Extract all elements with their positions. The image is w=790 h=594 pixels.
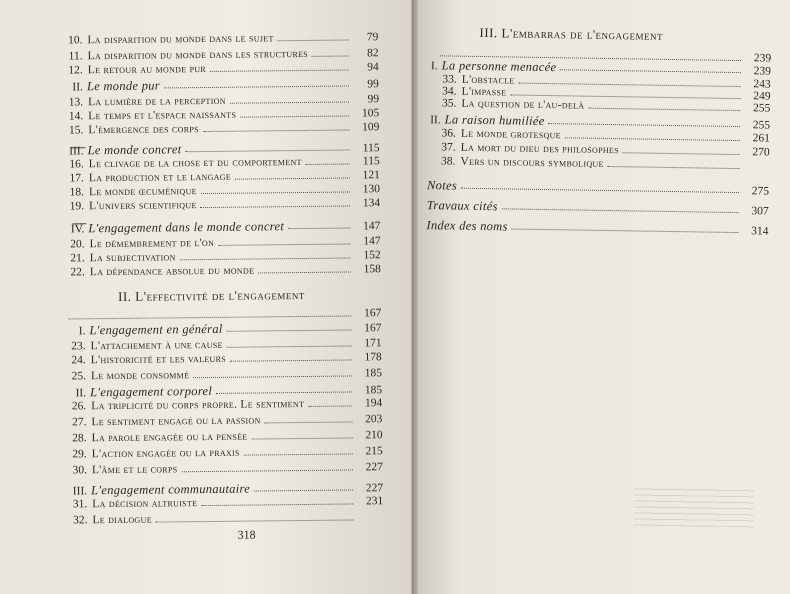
toc-title: Le monde grotesque: [460, 127, 561, 142]
toc-leader-dots: [251, 428, 352, 439]
toc-page-number: 158: [363, 263, 381, 276]
toc-page-number: 307: [751, 205, 769, 218]
toc-leader-dots: [185, 141, 349, 153]
toc-title: Le sentiment engagé ou la passion: [91, 414, 261, 429]
right-page: [418, 0, 790, 594]
toc-number: 21.: [70, 252, 85, 265]
toc-leader-dots: [278, 31, 349, 42]
toc-title: Le monde concret: [87, 142, 182, 158]
toc-title: La dépendance absolue du monde: [89, 264, 255, 279]
toc-title: Vers un discours symbolique: [460, 155, 604, 170]
toc-part-row: [423, 178, 769, 198]
toc-number: 26.: [71, 400, 87, 413]
toc-title: La personne menacée: [441, 58, 557, 75]
toc-page-number: 231: [365, 495, 384, 508]
toc-page-number: 99: [367, 78, 379, 91]
toc-chapter-row: [61, 428, 383, 445]
toc-number: III.: [69, 145, 84, 158]
toc-page-number: 178: [364, 351, 382, 364]
page-number: 318: [237, 527, 256, 542]
toc-page-number: 215: [365, 445, 383, 458]
toc-number: 20.: [70, 238, 85, 251]
toc-page-number: 270: [752, 146, 770, 159]
toc-chapter-row: [61, 494, 383, 511]
toc-leader-dots: [502, 199, 739, 213]
toc-title: L'univers scientifique: [89, 199, 197, 213]
toc-number: 11.: [68, 50, 83, 63]
toc-title: L'historicité et les valeurs: [90, 352, 226, 367]
toc-leader-dots: [218, 235, 350, 246]
right-page-content: [418, 0, 790, 594]
toc-number: 28.: [72, 432, 87, 445]
toc-page-number: 121: [362, 169, 380, 182]
toc-number: 27.: [71, 416, 87, 429]
toc-number: 10.: [67, 34, 83, 47]
toc-page-number: 243: [753, 78, 771, 91]
toc-leader-dots: [235, 169, 350, 180]
toc-number: II.: [75, 387, 87, 400]
toc-page-number: 255: [752, 102, 771, 115]
toc-number: 16.: [69, 158, 84, 171]
toc-chapter-row: [61, 444, 383, 461]
toc-title: L'âme et le corps: [91, 463, 178, 477]
toc-leader-dots: [201, 183, 350, 195]
toc-title: L'engagement dans le monde concret: [88, 219, 285, 236]
toc-leader-dots: [181, 460, 353, 472]
toc-page-number: 147: [363, 235, 381, 248]
toc-title: La subjectivation: [89, 251, 176, 265]
section-title-embarras: III. L'embarras de l'engagement: [479, 24, 664, 43]
toc-number: 31.: [72, 498, 88, 511]
toc-leader-dots: [258, 262, 351, 273]
toc-number: 34.: [442, 85, 457, 98]
toc-leader-dots: [227, 320, 352, 331]
toc-chapter-row: [56, 30, 378, 47]
toc-chapter-row: [60, 412, 382, 429]
toc-page-number: 152: [363, 249, 381, 262]
toc-title: Le monde œcuménique: [88, 185, 197, 199]
toc-number: 30.: [72, 464, 87, 477]
toc-page-number: 171: [364, 337, 382, 350]
toc-page-number: 147: [363, 220, 381, 233]
toc-number: 17.: [69, 172, 84, 185]
toc-title: La mort du dieu des philosophes: [460, 141, 619, 157]
toc-title: L'engagement corporel: [90, 383, 213, 400]
toc-page-number: 210: [365, 429, 383, 442]
toc-page-number: 94: [367, 61, 379, 74]
toc-title: Le monde consommé: [90, 369, 190, 383]
toc-leader-dots: [565, 128, 740, 141]
toc-title: Le dialogue: [92, 513, 152, 527]
toc-leader-dots: [180, 248, 351, 260]
toc-page-number: 134: [362, 197, 381, 210]
toc-page-number: 239: [753, 52, 772, 65]
toc-number: II.: [72, 81, 83, 94]
toc-chapter-row: [58, 196, 380, 213]
toc-number: 25.: [71, 370, 86, 383]
toc-title: La raison humiliée: [444, 112, 545, 129]
toc-title: Le démembrement de l'on: [89, 236, 215, 251]
toc-title: Notes: [426, 178, 458, 193]
toc-page-number: 261: [752, 132, 770, 145]
toc-title: Le clivage de la chose et du comportement: [88, 156, 302, 171]
toc-page-number: 255: [752, 119, 771, 132]
toc-number: 35.: [441, 97, 457, 110]
toc-title: L'engagement communautaire: [91, 481, 251, 498]
toc-number: I.: [78, 325, 86, 338]
toc-leader-dots: [548, 114, 740, 127]
toc-number: 33.: [442, 73, 457, 86]
toc-number: 32.: [73, 514, 88, 527]
toc-number: 29.: [72, 448, 87, 461]
toc-page-number: 99: [367, 93, 380, 106]
toc-leader-dots: [265, 412, 353, 423]
toc-number: 14.: [68, 110, 84, 123]
toc-chapter-row: [60, 350, 382, 367]
toc-leader-dots: [203, 121, 350, 133]
toc-leader-dots: [512, 220, 739, 234]
toc-leader-dots: [560, 60, 741, 73]
toc-leader-dots: [201, 197, 351, 209]
toc-page-number: 105: [361, 107, 380, 120]
toc-leader-dots: [461, 179, 739, 193]
toc-number: IV.: [70, 223, 85, 236]
toc-leader-dots: [201, 494, 353, 506]
toc-number: II.: [430, 114, 441, 127]
toc-title: La production et le langage: [88, 170, 232, 185]
toc-title: Le retour au monde pur: [87, 63, 207, 77]
toc-leader-dots: [312, 47, 349, 57]
toc-leader-dots: [244, 444, 353, 455]
toc-title: La parole engagée ou la pensée: [91, 430, 248, 445]
toc-leader-dots: [156, 510, 354, 522]
toc-page-number: 82: [367, 47, 379, 60]
toc-page-number: 79: [366, 31, 379, 44]
toc-number: 18.: [69, 186, 85, 199]
toc-page-number: 115: [362, 155, 380, 168]
toc-page-number: 185: [364, 384, 383, 397]
section-title-effectivite: II. L'effectivité de l'engagement: [118, 286, 305, 304]
toc-title: La question de l'au-delà: [461, 97, 585, 112]
toc-title: La triplicité du corps propre. Le sentiment: [91, 397, 305, 413]
toc-leader-dots: [164, 77, 349, 89]
toc-leader-dots: [308, 396, 352, 406]
toc-page-number: 275: [751, 185, 770, 198]
toc-title: La décision altruiste: [92, 497, 198, 511]
toc-leader-dots: [68, 306, 351, 319]
toc-page-number: 203: [365, 413, 383, 426]
toc-leader-dots: [210, 61, 349, 72]
toc-number: 38.: [440, 155, 456, 168]
toc-title: L'émergence des corps: [88, 123, 199, 137]
toc-chapter-row: [60, 366, 382, 383]
toc-title: Travaux cités: [426, 198, 498, 214]
toc-leader-dots: [230, 93, 349, 104]
toc-page-number: 227: [365, 482, 384, 495]
toc-page-number: 194: [364, 397, 383, 410]
toc-part-row: [422, 218, 768, 238]
toc-chapter-row: [57, 120, 379, 137]
toc-number: III.: [72, 485, 88, 498]
toc-number: 15.: [68, 124, 84, 137]
toc-leader-dots: [254, 480, 353, 491]
toc-page-number: 239: [753, 65, 772, 78]
show-through-text: [634, 485, 755, 527]
toc-title: L'attachement à une cause: [90, 338, 223, 353]
toc-leader-dots: [306, 155, 350, 165]
toc-leader-dots: [288, 219, 350, 230]
toc-number: 22.: [70, 266, 85, 279]
toc-leader-dots: [227, 336, 352, 347]
toc-number: 37.: [441, 141, 456, 154]
toc-title: La disparition du monde dans les structures: [87, 47, 309, 63]
toc-leader-dots: [588, 99, 740, 111]
toc-title: L'action engagée ou la praxis: [91, 446, 240, 461]
toc-leader-dots: [193, 366, 352, 378]
toc-title: Le temps et l'espace naissants: [88, 108, 237, 123]
toc-page-number: 167: [364, 322, 382, 335]
toc-chapter-row: [60, 396, 382, 413]
toc-chapter-row: [59, 262, 381, 279]
toc-page-number: 227: [365, 461, 383, 474]
toc-number: 36.: [441, 127, 457, 140]
toc-page-number: 130: [362, 183, 381, 196]
toc-chapter-row: [61, 510, 383, 527]
toc-title: La lumière de la perception: [88, 94, 226, 109]
toc-page-number: 314: [751, 225, 769, 238]
toc-chapter-row: [57, 60, 379, 77]
toc-number: I.: [430, 60, 438, 73]
toc-leader-dots: [623, 143, 740, 155]
toc-part-row: [423, 198, 769, 218]
toc-leader-dots: [608, 157, 740, 169]
toc-title: Index des noms: [426, 218, 508, 234]
toc-title: L'impasse: [461, 85, 507, 99]
toc-title: Le monde pur: [86, 78, 161, 94]
toc-page-number: 249: [753, 90, 771, 103]
toc-title: La disparition du monde dans le sujet: [87, 32, 274, 47]
toc-page-number: 185: [364, 367, 382, 380]
toc-title: L'obstacle: [461, 73, 515, 87]
toc-number: 24.: [71, 354, 86, 367]
toc-leader-dots: [240, 107, 349, 118]
toc-chapter-row: [61, 460, 383, 477]
toc-page-number: 115: [362, 142, 380, 155]
toc-page-number: 167: [363, 307, 382, 320]
toc-number: 13.: [68, 96, 84, 109]
toc-number: 12.: [68, 64, 83, 77]
toc-title: L'engagement en général: [89, 321, 223, 338]
toc-number: 19.: [69, 200, 85, 213]
toc-leader-dots: [518, 74, 740, 87]
toc-leader-dots: [216, 382, 352, 393]
toc-leader-dots: [230, 350, 352, 361]
toc-number: 23.: [71, 340, 86, 353]
toc-page-number: 109: [362, 121, 380, 134]
